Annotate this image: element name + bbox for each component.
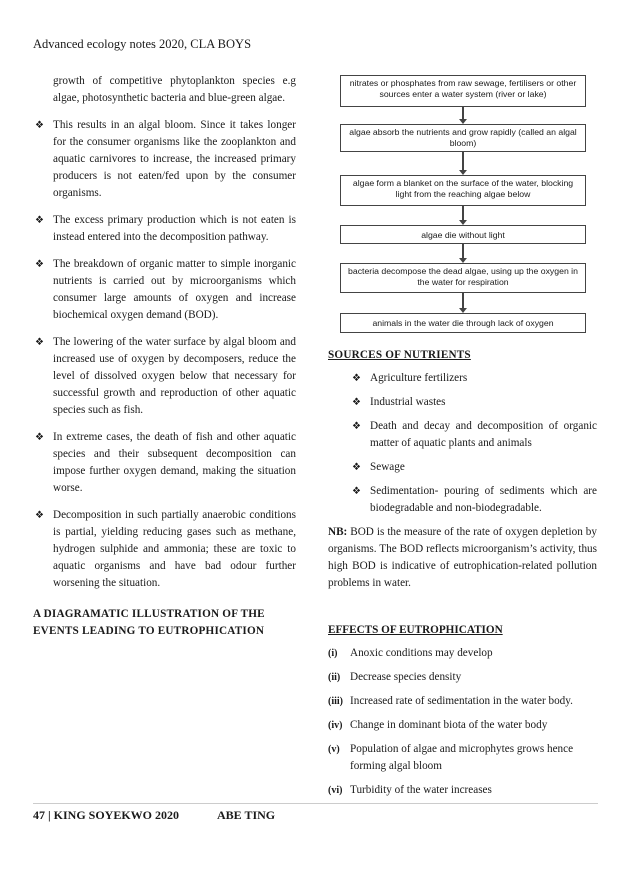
eutrophication-flow-diagram [328,75,597,337]
footer-divider [33,803,598,804]
sources-title: SOURCES OF NUTRIENTS [328,349,471,361]
page-header: Advanced ecology notes 2020, CLA BOYS [33,37,252,51]
flow-step-4: algae die without light [340,225,586,244]
effect-item [328,645,597,662]
sources-list [350,370,597,517]
down-arrow-icon [459,152,467,175]
bullet-item [33,429,296,497]
effect-text: Change in dominant biota of the water body [350,719,548,731]
bullet-text: This results in an algal bloom. Since it takes longer for the consumer organisms like the zooplankton and aquatic carnivores to increase, the increased primary producers is not eaten/fed upon by the consumer organisms. [53,119,296,199]
effect-text: Turbidity of the water increases [350,784,492,796]
diamond-bullet-icon: ❖ [35,510,44,521]
bullet-item [33,507,296,592]
flow-step-2: algae absorb the nutrients and grow rapidly (called an algal bloom) [340,124,586,152]
diamond-bullet-icon: ❖ [35,432,44,443]
effect-text: Anoxic conditions may develop [350,647,493,659]
effect-item [328,741,597,775]
source-text: Agriculture fertilizers [370,372,468,384]
source-text: Death and decay and decomposition of organic matter of aquatic plants and animals [370,420,597,449]
diamond-bullet-icon: ❖ [35,337,44,348]
effect-number: (iv) [328,720,343,731]
bullet-item [33,334,296,419]
left-column [33,73,296,640]
effect-number: (v) [328,744,340,755]
diamond-bullet-icon: ❖ [352,462,361,473]
effect-number: (i) [328,648,338,659]
effects-title: EFFECTS OF EUTROPHICATION [328,624,503,636]
intro-paragraph: growth of competitive phytoplankton species e.g algae, photosynthetic bacteria and blue-green algae. [53,75,296,104]
diamond-bullet-icon: ❖ [352,486,361,497]
bullet-text: Decomposition in such partially anaerobic conditions is partial, yielding reducing gases such as methane, hydrogen sulphide and ammonia; these are toxic to aquatic organisms and have bad odour further worsening the situation. [53,509,296,589]
effect-item [328,669,597,686]
flow-step-3: algae form a blanket on the surface of the water, blocking light from the reaching algae below [340,175,586,206]
nb-note [328,524,597,592]
source-item [350,370,597,387]
source-text: Industrial wastes [370,396,446,408]
bullet-text: The excess primary production which is not eaten is instead entered into the decomposition pathway. [53,214,296,243]
down-arrow-icon [459,244,467,263]
bullet-text: The breakdown of organic matter to simple inorganic nutrients is carried out by microorganisms which consumer large amounts of oxygen and increase biochemical oxygen demand (BOD). [53,258,296,321]
source-item [350,483,597,517]
diamond-bullet-icon: ❖ [352,397,361,408]
flow-step-5: bacteria decompose the dead algae, using up the oxygen in the water for respiration [340,263,586,293]
down-arrow-icon [459,107,467,124]
nb-text: BOD is the measure of the rate of oxygen depletion by organisms. The BOD reflects microorganism’s activity, thus high BOD is indicative of eutrophication-related pollution problems in water. [328,526,597,589]
effect-number: (ii) [328,672,341,683]
diagram-heading: A DIAGRAMATIC ILLUSTRATION OF THE EVENTS LEADING TO EUTROPHICATION [33,608,265,637]
diamond-bullet-icon: ❖ [35,215,44,226]
bullet-text: The lowering of the water surface by algal bloom and increased use of oxygen by decomposers, reduce the level of dissolved oxygen below that necessary for successful growth and reproduction of other aquatic species such as fish. [53,336,296,416]
down-arrow-icon [459,293,467,313]
diamond-bullet-icon: ❖ [352,421,361,432]
flow-step-6: animals in the water die through lack of oxygen [340,313,586,333]
effect-item [328,782,597,799]
page-footer [33,808,275,823]
bullet-item [33,117,296,202]
source-text: Sewage [370,461,405,473]
diamond-bullet-icon: ❖ [352,373,361,384]
nb-label: NB: [328,526,348,538]
footer-author: ABE TING [217,808,276,822]
bullet-text: In extreme cases, the death of fish and other aquatic species and their subsequent decomposition can impose further oxygen demand, making the situation worse. [53,431,296,494]
effect-number: (vi) [328,785,343,796]
bullet-item [33,212,296,246]
effect-text: Decrease species density [350,671,462,683]
effect-item [328,693,597,710]
source-item [350,394,597,411]
source-text: Sedimentation- pouring of sediments which are biodegradable and non-biodegradable. [370,485,597,514]
flow-step-1: nitrates or phosphates from raw sewage, fertilisers or other sources enter a water system (river or lake) [340,75,586,107]
effect-text: Population of algae and microphytes grows hence forming algal bloom [350,743,574,772]
diamond-bullet-icon: ❖ [35,259,44,270]
effect-number: (iii) [328,696,343,707]
bullet-item [33,256,296,324]
source-item [350,459,597,476]
effect-item [328,717,597,734]
right-column [328,75,597,806]
footer-page-info: 47 | KING SOYEKWO 2020 [33,808,179,822]
down-arrow-icon [459,206,467,225]
effect-text: Increased rate of sedimentation in the water body. [350,695,573,707]
source-item [350,418,597,452]
diamond-bullet-icon: ❖ [35,120,44,131]
